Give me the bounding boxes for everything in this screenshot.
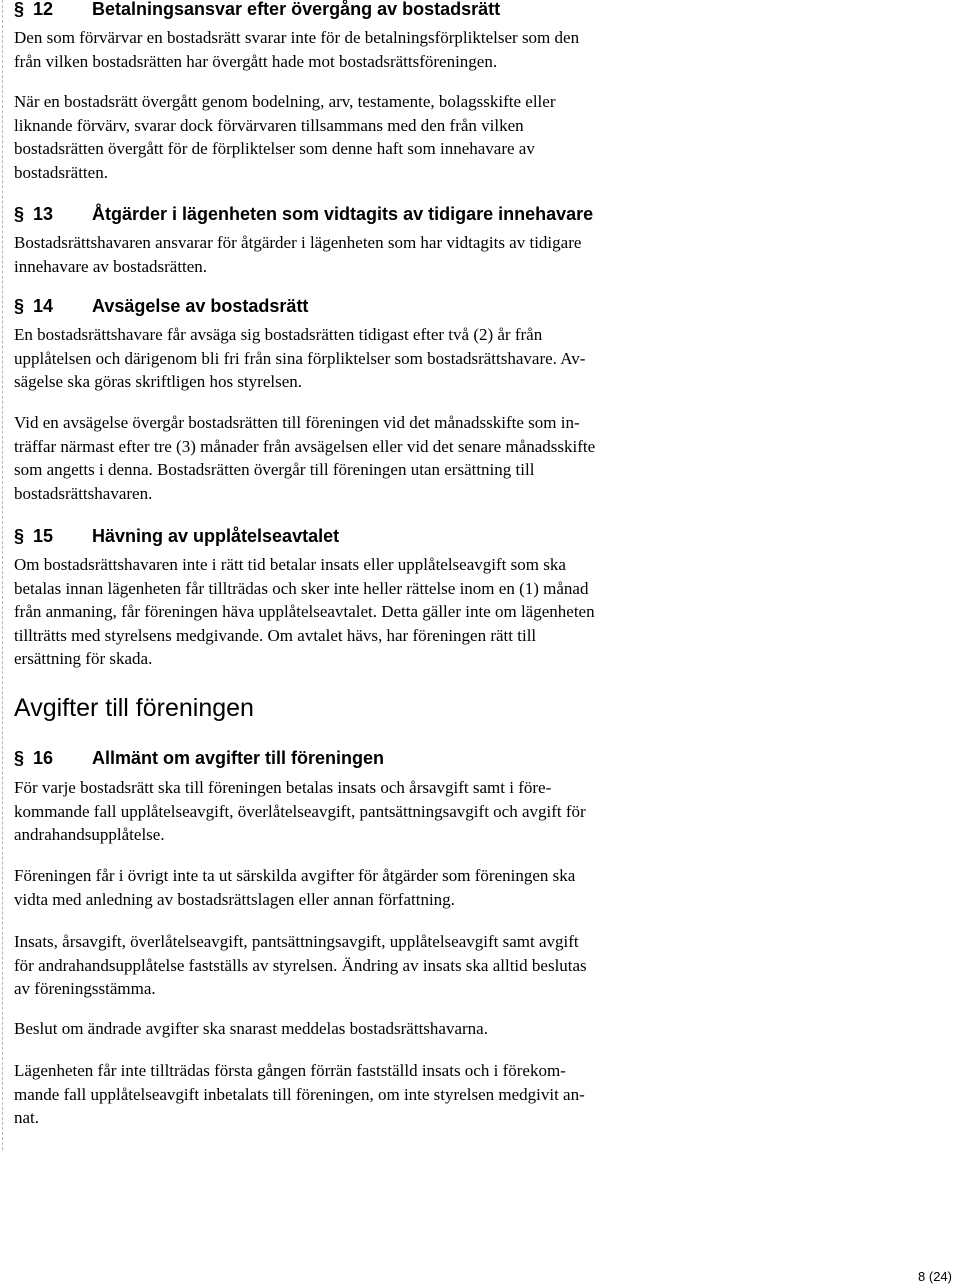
text-line: Lägenheten får inte tillträdas första gången förrän fastställd insats och i förekom-	[14, 1061, 566, 1080]
section-title: Hävning av upplåtelseavtalet	[92, 526, 340, 546]
text-line: innehavare av bostadsrätten.	[14, 256, 208, 276]
text-line: kommande fall upplåtelseavgift, överlåtelseavgift, pantsättningsavgift och avgift för	[14, 801, 586, 821]
text-line: bostadsrätten övergått för de förpliktelser som denne haft som innehavare av	[14, 139, 535, 158]
paragraph	[14, 231, 581, 278]
text-line: nat.	[14, 1108, 40, 1127]
paragraph	[14, 1059, 585, 1130]
section-symbol: §	[14, 526, 25, 546]
text-line: från vilken bostadsrätten har övergått hade mot bostadsrättsföreningen.	[14, 51, 498, 71]
text-line: Föreningen får i övrigt inte ta ut särskilda avgifter för åtgärder som föreningen ska	[14, 866, 576, 885]
text-line: Insats, årsavgift, överlåtelseavgift, pantsättningsavgift, upplåtelseavgift samt avgift	[14, 932, 579, 951]
page-number: 8 (24)	[918, 1269, 952, 1284]
text-line: Bostadsrättshavaren ansvarar för åtgärder i lägenheten som har vidtagits av tidigare	[14, 233, 582, 252]
paragraph	[14, 776, 586, 847]
text-line: Om bostadsrättshavaren inte i rätt tid betalar insats eller upplåtelseavgift som ska	[14, 555, 566, 574]
text-line: bostadsrättshavaren.	[14, 483, 153, 503]
chapter-heading: Avgifter till föreningen	[14, 694, 254, 722]
section-number: 16	[33, 748, 54, 768]
paragraph	[14, 26, 579, 73]
text-line: ersättning för skada.	[14, 649, 153, 668]
text-line: När en bostadsrätt övergått genom bodelning, arv, testamente, bolagsskifte eller	[14, 92, 556, 111]
text-line: av föreningsstämma.	[14, 979, 156, 998]
text-line: från anmaning, får föreningen häva upplåtelseavtalet. Detta gäller inte om lägenheten	[14, 602, 595, 621]
paragraph	[14, 930, 587, 1001]
paragraph	[14, 1017, 488, 1041]
text-line: För varje bostadsrätt ska till föreningen betalas insats och årsavgift samt i före-	[14, 778, 552, 797]
text-line: Den som förvärvar en bostadsrätt svarar inte för de betalningsförpliktelser som den	[14, 28, 580, 47]
paragraph	[14, 323, 585, 394]
text-line: tillträtts med styrelsens medgivande. Om avtalet hävs, har föreningen rätt till	[14, 625, 537, 645]
text-line: Beslut om ändrade avgifter ska snarast meddelas bostadsrättshavarna.	[14, 1019, 488, 1038]
text-line: träffar närmast efter tre (3) månader från avsägelsen eller vid det senare månadsskifte	[14, 436, 596, 456]
section-number: 12	[33, 0, 54, 19]
text-line: vidta med anledning av bostadsrättslagen eller annan författning.	[14, 889, 455, 909]
margin-rule	[2, 0, 3, 1150]
text-line: som angetts i denna. Bostadsrätten övergår till föreningen utan ersättning till	[14, 460, 535, 479]
text-line: upplåtelsen och därigenom bli fri från sina förpliktelser som bostadsrättshavare. Av-	[14, 348, 586, 368]
text-line: sägelse ska göras skriftligen hos styrelsen.	[14, 372, 302, 391]
section-heading-14	[14, 295, 309, 317]
section-title: Betalningsansvar efter övergång av bostadsrätt	[92, 0, 501, 19]
section-symbol: §	[14, 0, 25, 19]
text-line: liknande förvärv, svarar dock förvärvaren tillsammans med den från vilken	[14, 115, 524, 135]
text-line: för andrahandsupplåtelse fastställs av styrelsen. Ändring av insats ska alltid beslutas	[14, 955, 587, 975]
paragraph	[14, 411, 595, 505]
text-line: bostadsrätten.	[14, 162, 108, 182]
section-heading-16	[14, 747, 385, 769]
section-title: Avsägelse av bostadsrätt	[92, 296, 309, 316]
paragraph	[14, 864, 575, 911]
section-symbol: §	[14, 296, 25, 316]
text-line: mande fall upplåtelseavgift inbetalats till föreningen, om inte styrelsen medgivit an-	[14, 1084, 585, 1104]
text-line: Vid en avsägelse övergår bostadsrätten till föreningen vid det månadsskifte som in-	[14, 413, 580, 432]
section-title: Åtgärder i lägenheten som vidtagits av tidigare innehavare	[92, 204, 594, 224]
section-heading-15	[14, 525, 340, 547]
text-line: En bostadsrättshavare får avsäga sig bostadsrätten tidigast efter två (2) år från	[14, 325, 543, 344]
section-number: 13	[33, 204, 54, 224]
text-line: betalas innan lägenheten får tillträdas och sker inte heller rättelse inom en (1) månad	[14, 578, 589, 598]
section-symbol: §	[14, 748, 25, 768]
section-symbol: §	[14, 204, 25, 224]
section-number: 14	[33, 296, 54, 316]
text-line: andrahandsupplåtelse.	[14, 825, 165, 844]
section-heading-13	[14, 203, 594, 225]
section-heading-12	[14, 0, 501, 20]
section-title: Allmänt om avgifter till föreningen	[92, 748, 385, 768]
section-number: 15	[33, 526, 54, 546]
paragraph	[14, 90, 555, 184]
paragraph	[14, 553, 595, 671]
